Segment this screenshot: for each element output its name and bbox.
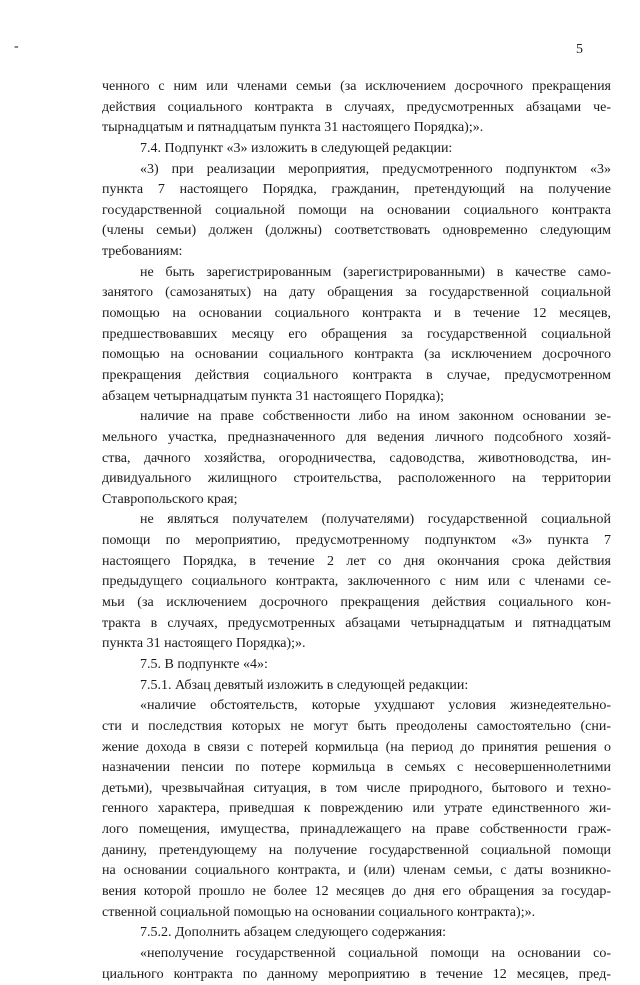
text-line: ства, дачного хозяйства, огородничества, садоводства, животноводства, ин- <box>102 450 611 466</box>
text-line: 7.5. В подпункте «4»: <box>140 656 268 672</box>
text-line: 7.5.1. Абзац девятый изложить в следующей редакции: <box>140 677 469 693</box>
text-line: предшествовавших месяцу его обращения за государственной социальной <box>102 326 611 342</box>
text-line: помощью на основании социального контракта (за исключением досрочного <box>102 347 611 363</box>
text-line: наличие на праве собственности либо на ином законном основании зе- <box>140 409 611 425</box>
text-line: мьи (за исключением досрочного прекращения действия социального кон- <box>102 595 611 611</box>
text-line: дивидуального жилищного строительства, расположенного на территории <box>102 471 611 487</box>
text-line: детьми), чрезвычайная ситуация, в том числе природного, бытового и техно- <box>102 780 611 796</box>
text-line: настоящего Порядка, в течение 2 лет со дня окончания срока действия <box>102 553 611 569</box>
text-line: «неполучение государственной социальной помощи на основании со- <box>140 945 611 961</box>
document-body <box>102 77 611 985</box>
text-line: данину, претендующему на получение государственной социальной помощи <box>102 842 611 858</box>
text-line: лого помещения, имущества, принадлежащего на праве собственности граж- <box>102 822 611 838</box>
scan-mark: - <box>14 39 19 54</box>
text-line: жение дохода в связи с потерей кормильца (на период до принятия решения о <box>102 739 611 755</box>
text-line: пункта 7 настоящего Порядка, гражданин, претендующий на получение <box>102 182 611 198</box>
text-line: мельного участка, предназначенного для ведения личного подсобного хозяй- <box>102 429 611 445</box>
text-line: циального контракта по данному мероприятию в течение 12 месяцев, пред- <box>102 966 611 982</box>
text-line: помощи по мероприятию, предусмотренному подпунктом «3» пункта 7 <box>102 533 611 549</box>
text-line: вения которой прошло не более 12 месяцев до дня его обращения за государ- <box>102 883 611 899</box>
text-line: (члены семьи) должен (должны) соответствовать одновременно следующим <box>102 223 611 239</box>
text-line: абзацем четырнадцатым пункта 31 настоящего Порядка); <box>102 388 445 404</box>
text-line: ченного с ним или членами семьи (за исключением досрочного прекращения <box>102 79 611 94</box>
text-line: пункта 31 настоящего Порядка);». <box>102 636 306 652</box>
text-line: Ставропольского края; <box>102 491 238 507</box>
text-line: требованиям: <box>102 244 183 260</box>
text-line: «3) при реализации мероприятия, предусмотренного подпунктом «3» <box>140 161 611 177</box>
text-line: не являться получателем (получателями) государственной социальной <box>140 512 611 528</box>
text-line: прекращения действия социального контракта в случае, предусмотренном <box>102 367 611 383</box>
text-line: генного характера, приведшая к повреждению или утрате единственного жи- <box>102 801 611 817</box>
text-line: на основании социального контракта, и (или) членам семьи, с даты возникно- <box>102 863 611 879</box>
text-line: тырнадцатым и пятнадцатым пункта 31 настоящего Порядка);». <box>102 120 484 136</box>
text-line: занятого (самозанятых) на дату обращения за государственной социальной <box>102 285 611 301</box>
text-line: «наличие обстоятельств, которые ухудшают условия жизнедеятельно- <box>140 698 611 714</box>
text-line: сти и последствия которых не могут быть преодолены самостоятельно (сни- <box>102 718 611 734</box>
text-line: предыдущего социального контракта, заключенного с ним или с членами се- <box>102 574 611 590</box>
text-line: ственной социальной помощью на основании социального контракта);». <box>102 904 536 920</box>
page-number: 5 <box>576 42 583 57</box>
text-line: назначении пенсии по потере кормильца в семьях с несовершеннолетними <box>102 760 611 776</box>
text-line: тракта в случаях, предусмотренных абзацами четырнадцатым и пятнадцатым <box>102 615 611 631</box>
text-line: 7.4. Подпункт «3» изложить в следующей редакции: <box>140 140 453 156</box>
text-line: помощью на основании социального контракта и в течение 12 месяцев, <box>102 306 611 322</box>
text-line: не быть зарегистрированным (зарегистрированными) в качестве само- <box>140 264 611 280</box>
text-line: государственной социальной помощи на основании социального контракта <box>102 202 611 218</box>
text-line: 7.5.2. Дополнить абзацем следующего содержания: <box>140 925 447 941</box>
text-line: действия социального контракта в случаях, предусмотренных абзацами че- <box>102 99 611 115</box>
